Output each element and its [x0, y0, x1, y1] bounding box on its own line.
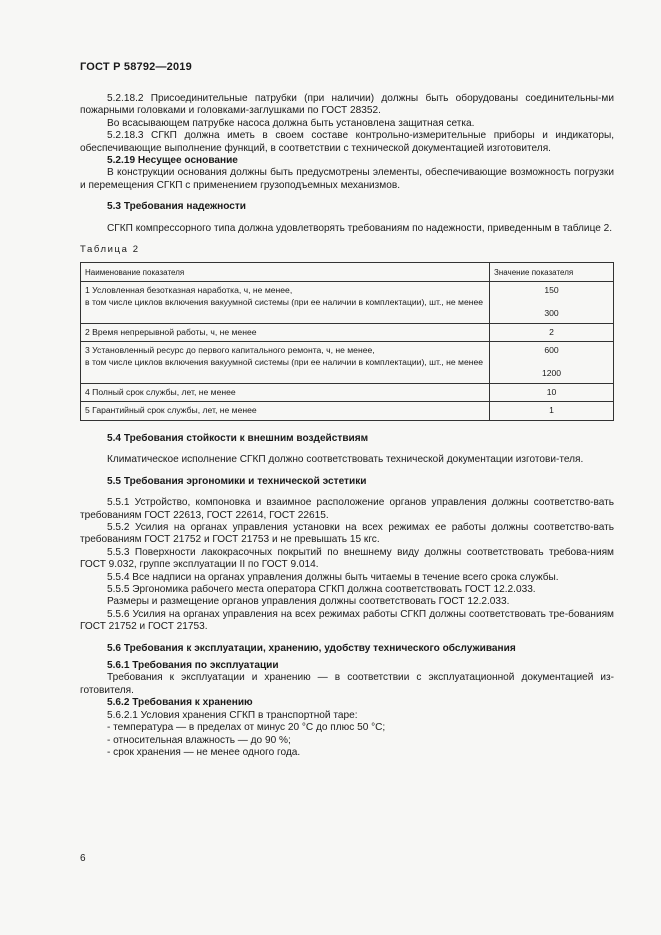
- row-name: 1 Условленная безотказная наработка, ч, не менее,: [85, 285, 293, 296]
- table-row: [81, 383, 614, 402]
- row-subvalue: 1200: [541, 368, 562, 379]
- table-cell: 4 Полный срок службы, лет, не менее: [81, 383, 490, 402]
- paragraph: СГКП компрессорного типа должна удовлетворять требованиям по надежности, приведенным в таблице 2.: [107, 222, 613, 234]
- table-cell: 1: [490, 402, 614, 421]
- paragraph: Во всасывающем патрубке насоса должна быть установлена защитная сетка.: [107, 117, 475, 129]
- table-row: [81, 342, 614, 384]
- table-cell: [490, 282, 614, 324]
- table-row: [81, 402, 614, 421]
- row-subname: в том числе циклов включения вакуумной системы (при ее наличии в комплектации), шт., не менее: [85, 296, 484, 307]
- row-name: 3 Установленный ресурс до первого капитального ремонта, ч, не менее,: [85, 345, 375, 356]
- row-subvalue: 300: [544, 308, 559, 319]
- table-header-cell: Наименование показателя: [81, 263, 490, 282]
- row-subname: в том числе циклов включения вакуумной системы (при ее наличии в комплектации), шт., не менее: [85, 356, 484, 367]
- table-cell: [81, 282, 490, 324]
- row-value: 600: [544, 345, 559, 356]
- paragraph: В конструкции основания должны быть предусмотрены элементы, обеспечивающие возможность погрузки и перемещения СГКП с применением грузоподъемных механизмов.: [80, 167, 614, 191]
- section-heading: 5.6 Требования к эксплуатации, хранению, удобству технического обслуживания: [107, 642, 516, 654]
- list-item: - срок хранения — не менее одного года.: [107, 746, 301, 758]
- table-cell: [490, 342, 614, 384]
- paragraph: 5.2.18.2 Присоединительные патрубки (при наличии) должны быть оборудованы соединительны-ми пожарными головками и головками-заглушками по ГОСТ 28352.: [80, 93, 614, 117]
- paragraph: 5.5.3 Поверхности лакокрасочных покрытий по внешнему виду должны соответствовать требова-ниям ГОСТ 9.032, группе эксплуатации II по ГОСТ 9.014.: [80, 546, 614, 571]
- section-heading: 5.3 Требования надежности: [107, 201, 246, 213]
- row-value: 150: [544, 285, 559, 296]
- paragraph: 5.5.6 Усилия на органах управления на всех режимах работы СГКП должны соответствовать тре-бованиям ГОСТ 21752 и ГОСТ 21753.: [80, 608, 614, 633]
- section-heading: 5.6.2 Требования к хранению: [107, 697, 253, 709]
- section-heading: 5.4 Требования стойкости к внешним воздействиям: [107, 432, 369, 444]
- reliability-table: [80, 262, 614, 421]
- table-cell: 5 Гарантийный срок службы, лет, не менее: [81, 402, 490, 421]
- paragraph: 5.6.2.1 Условия хранения СГКП в транспортной таре:: [107, 709, 358, 721]
- section-heading: 5.2.19 Несущее основание: [107, 155, 238, 167]
- document-header: ГОСТ Р 58792—2019: [80, 61, 192, 73]
- list-item: - относительная влажность — до 90 %;: [107, 734, 291, 746]
- table-cell: 2: [490, 323, 614, 342]
- paragraph: 5.5.1 Устройство, компоновка и взаимное расположение органов управления должны соответство-вать требованиям ГОСТ 22613, ГОСТ 22614, ГОСТ 22615.: [80, 497, 614, 521]
- table-row: [81, 323, 614, 342]
- list-item: - температура — в пределах от минус 20 °С до плюс 50 °С;: [107, 722, 386, 734]
- paragraph: Размеры и размещение органов управления должны соответствовать ГОСТ 12.2.033.: [107, 596, 510, 608]
- document-body: [80, 93, 614, 759]
- paragraph: Климатическое исполнение СГКП должно соответствовать технической документации изготови-теля.: [107, 454, 584, 466]
- section-heading: 5.6.1 Требования по эксплуатации: [107, 660, 279, 672]
- paragraph: 5.2.18.3 СГКП должна иметь в своем составе контрольно-измерительные приборы и индикаторы, обеспечивающие выполнение функций, в соответствии с технической документацией изготовителя.: [80, 130, 614, 154]
- table-header-row: [81, 263, 614, 282]
- paragraph: 5.5.4 Все надписи на органах управления должны быть читаемы в течение всего срока службы.: [107, 571, 559, 583]
- table-header-cell: Значение показателя: [490, 263, 614, 282]
- paragraph: 5.5.5 Эргономика рабочего места оператора СГКП должна соответствовать ГОСТ 12.2.033.: [107, 584, 536, 596]
- page-number: 6: [80, 853, 86, 864]
- paragraph: Требования к эксплуатации и хранению — в соответствии с эксплуатационной документацией из-готовителя.: [80, 672, 614, 696]
- section-heading: 5.5 Требования эргономики и технической эстетики: [107, 475, 367, 487]
- paragraph: 5.5.2 Усилия на органах управления установки на всех режимах ее работы должны соответство-вать требованиям ГОСТ 21752 и ГОСТ 21753 и не превышать 15 кгс.: [80, 522, 614, 546]
- table-cell: [81, 342, 490, 384]
- table-caption: Таблица 2: [80, 244, 140, 256]
- table-cell: 2 Время непрерывной работы, ч, не менее: [81, 323, 490, 342]
- table-cell: 10: [490, 383, 614, 402]
- table-row: [81, 282, 614, 324]
